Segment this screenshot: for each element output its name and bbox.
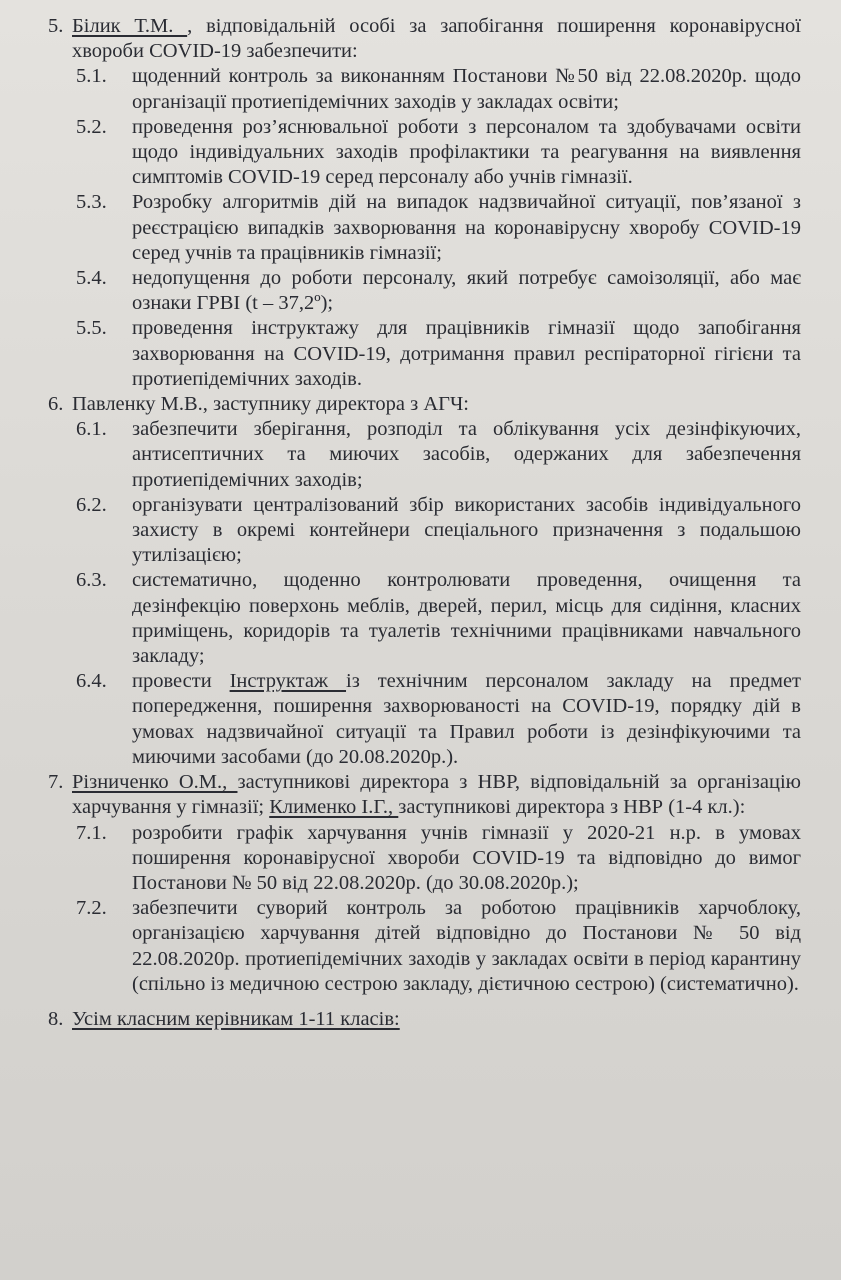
subsection-5-1: 5.1. щоденний контроль за виконанням Постанови №50 від 22.08.2020р. щодо організації протиепідемічних заходів у закладах освіти; [76, 65, 801, 113]
subsection-6-2: 6.2. організувати централізований збір використаних засобів індивідуального захисту в окремі контейнери спеціального призначення з подальшою утилізацією; [76, 493, 801, 567]
subsection-6-3: 6.3. систематично, щоденно контролювати проведення, очищення та дезінфекцію поверхонь меблів, дверей, перил, місць для сидіння, класних приміщень, коридорів та туалетів технічними працівниками навчального закладу; [76, 569, 801, 668]
section-7 [28, 770, 801, 820]
section-8 [28, 1007, 801, 1032]
subsection-5-5: 5.5. проведення інструктажу для працівників гімназії щодо запобігання захворювання на COVID-19, дотримання правил респіраторної гігієни та протиепідемічних заходів. [76, 317, 801, 390]
section-6 [28, 392, 801, 417]
responsible-name: Білик Т.М. [72, 15, 188, 37]
section-number: 6. [48, 393, 64, 416]
subsection-7-2: 7.2. забезпечити суворий контроль за роботою працівників харчоблоку, організацією харчування дітей відповідно до Постанови № 50 від 22.08.2020р. протиепідемічних заходів у закладах освіти в період карантину (спільно із медичною сестрою закладу, дієтичною сестрою) (систематично). [76, 897, 801, 995]
section-number: 7. [48, 771, 64, 794]
responsible-name-2: Клименко І.Г., [269, 796, 399, 819]
section-heading: Усім класним керівникам 1-11 класів: [72, 1007, 400, 1030]
subsection-7-1: 7.1. розробити графік харчування учнів гімназії у 2020-21 н.р. в умовах поширення коронавірусної хвороби COVID-19 та відповідно до вимог Постанови № 50 від 22.08.2020р. (до 30.08.2020р.); [76, 821, 801, 894]
instruction-underlined: Інструктаж [229, 670, 347, 693]
section-heading: Різниченко О.М., заступникові директора з НВР, відповідальній за організацію харчування у гімназії; Клименко І.Г., заступникові директора з НВР (1-4 кл.): [72, 771, 801, 819]
subsection-5-4: 5.4. недопущення до роботи персоналу, який потребує самоізоляції, або має ознаки ГРВІ (t – 37,2º); [76, 267, 801, 315]
responsible-name-1: Різниченко О.М., [72, 771, 238, 794]
section-heading: Павленку М.В., заступнику директора з АГЧ: [72, 393, 469, 416]
subsection-5-3: 5.3. Розробку алгоритмів дій на випадок надзвичайної ситуації, пов’язаної з реєстрацією випадків захворювання на коронавірусну хворобу COVID-19 серед учнів та працівників гімназії; [76, 191, 801, 264]
section-5 [28, 14, 801, 64]
subsection-5-2: 5.2. проведення роз’яснювальної роботи з персоналом та здобувачами освіти щодо індивідуальних заходів профілактики та реагування на виявлення симптомів COVID-19 серед персоналу або учнів гімназії. [76, 115, 801, 189]
section-number: 5. [48, 15, 64, 37]
subsection-6-4: 6.4. провести Інструктаж із технічним персоналом закладу на предмет попередження, поширення захворюваності на COVID-19, порядку дій в умовах надзвичайної ситуації та Правил роботи із дезінфікуючими та миючими засобами (до 20.08.2020р.). [76, 670, 802, 768]
subsection-6-1: 6.1. забезпечити зберігання, розподіл та облікування усіх дезінфікуючих, антисептичних та миючих засобів, одержаних для забезпечення протиепідемічних заходів; [76, 418, 801, 491]
section-heading: Білик Т.М. , відповідальній особі за запобігання поширення коронавірусної хвороби COVID-19 забезпечити: [72, 15, 802, 63]
section-number: 8. [48, 1007, 64, 1030]
